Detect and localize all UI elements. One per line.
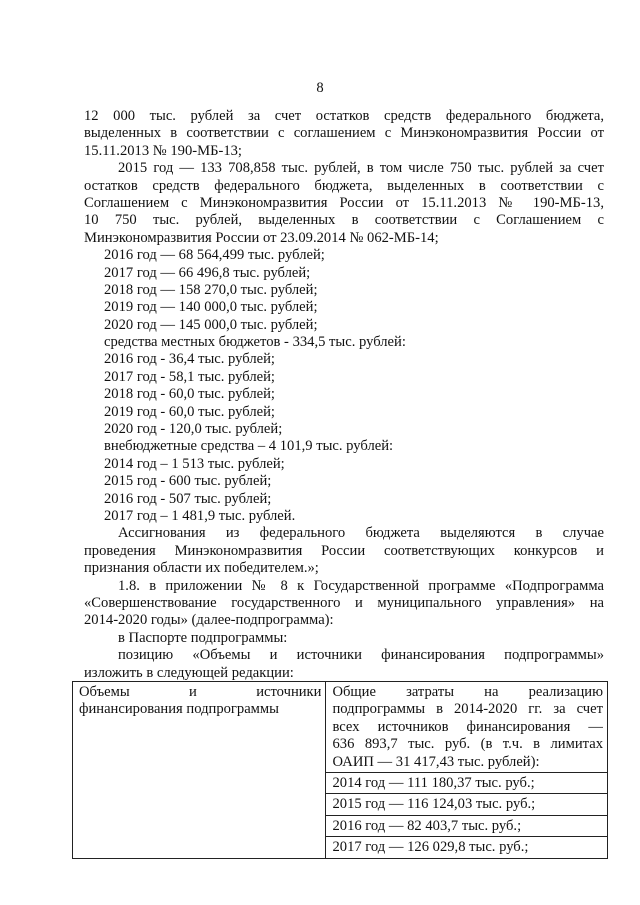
- text-line: Соглашением с Минэкономразвития России от 15.11.2013 № 190-МБ-13,: [84, 194, 604, 211]
- text-line: 2014 год – 1 513 тыс. рублей;: [104, 455, 285, 472]
- value-line: Общие затраты на реализацию: [332, 684, 603, 700]
- year-row: 2015 год — 116 124,03 тыс. руб.;: [326, 793, 607, 814]
- text-line: 2015 год — 133 708,858 тыс. рублей, в том числе 750 тыс. рублей за счет: [118, 160, 604, 177]
- text-line: 15.11.2013 № 190-МБ-13;: [84, 142, 242, 159]
- text-line: 2014-2020 годы» (далее-подпрограмма):: [84, 612, 334, 629]
- text-line: 2019 год — 140 000,0 тыс. рублей;: [104, 299, 318, 316]
- text-line: 2017 год – 1 481,9 тыс. рублей.: [104, 507, 296, 524]
- value-line: ОАИП — 31 417,43 тыс. рублей):: [332, 753, 540, 770]
- text-line: 2019 год - 60,0 тыс. рублей;: [104, 403, 275, 420]
- label-line: Объемы и источники: [79, 684, 322, 700]
- text-line: изложить в следующей редакции:: [84, 664, 294, 681]
- text-line: внебюджетные средства – 4 101,9 тыс. рублей:: [104, 438, 394, 455]
- years-list: [326, 772, 607, 858]
- text-line: проведения Минэкономразвития России соответствующих конкурсов и: [84, 542, 604, 559]
- text-line: 2018 год - 60,0 тыс. рублей;: [104, 386, 275, 403]
- text-line: остатков средств федерального бюджета, выделенных в соответствии с: [84, 177, 604, 194]
- text-line: 2016 год - 507 тыс. рублей;: [104, 490, 272, 507]
- text-line: 1.8. в приложении № 8 к Государственной программе «Подпрограмма: [118, 577, 604, 594]
- body-text: [84, 108, 604, 682]
- text-line: 2016 год — 68 564,499 тыс. рублей;: [104, 247, 325, 264]
- page-number: 8: [316, 80, 324, 96]
- table-cell-value: [326, 682, 608, 859]
- value-line: всех источников финансирования —: [332, 718, 603, 735]
- text-line: 2020 год — 145 000,0 тыс. рублей;: [104, 316, 318, 333]
- text-line: 2017 год — 66 496,8 тыс. рублей;: [104, 264, 311, 281]
- text-line: 2016 год - 36,4 тыс. рублей;: [104, 351, 275, 368]
- label-line: финансирования подпрограммы: [79, 701, 279, 718]
- value-line: 636 893,7 тыс. руб. (в т.ч. в лимитах: [332, 736, 603, 753]
- year-row: 2017 год — 126 029,8 тыс. руб.;: [326, 836, 607, 857]
- text-line: 2020 год - 120,0 тыс. рублей;: [104, 421, 283, 438]
- text-line: средства местных бюджетов - 334,5 тыс. рублей:: [104, 334, 406, 351]
- year-row: 2014 год — 111 180,37 тыс. руб.;: [326, 772, 607, 793]
- value-line: подпрограммы в 2014-2020 гг. за счет: [332, 701, 603, 718]
- text-line: выделенных в соответствии с соглашением с Минэкономразвития России от: [84, 125, 604, 142]
- table-cell-label: [73, 682, 326, 859]
- text-line: признания области их победителем.»;: [84, 560, 319, 577]
- year-row: 2016 год — 82 403,7 тыс. руб.;: [326, 815, 607, 836]
- text-line: Ассигнования из федерального бюджета выделяются в случае: [118, 525, 604, 542]
- text-line: позицию «Объемы и источники финансирования подпрограммы»: [118, 647, 604, 664]
- text-line: «Совершенствование государственного и муниципального управления» на: [84, 594, 604, 611]
- text-line: 10 750 тыс. рублей, выделенных в соответствии с Соглашением с: [84, 212, 604, 229]
- text-line: в Паспорте подпрограммы:: [118, 629, 288, 646]
- text-line: 2018 год — 158 270,0 тыс. рублей;: [104, 281, 318, 298]
- text-line: Минэкономразвития России от 23.09.2014 № 062-МБ-14;: [84, 229, 439, 246]
- financing-table: [72, 681, 608, 859]
- text-line: 2015 год - 600 тыс. рублей;: [104, 473, 272, 490]
- text-line: 2017 год - 58,1 тыс. рублей;: [104, 368, 275, 385]
- total-costs-text: [326, 682, 607, 772]
- text-line: 12 000 тыс. рублей за счет остатков средств федерального бюджета,: [84, 108, 604, 124]
- table-row: [73, 682, 608, 859]
